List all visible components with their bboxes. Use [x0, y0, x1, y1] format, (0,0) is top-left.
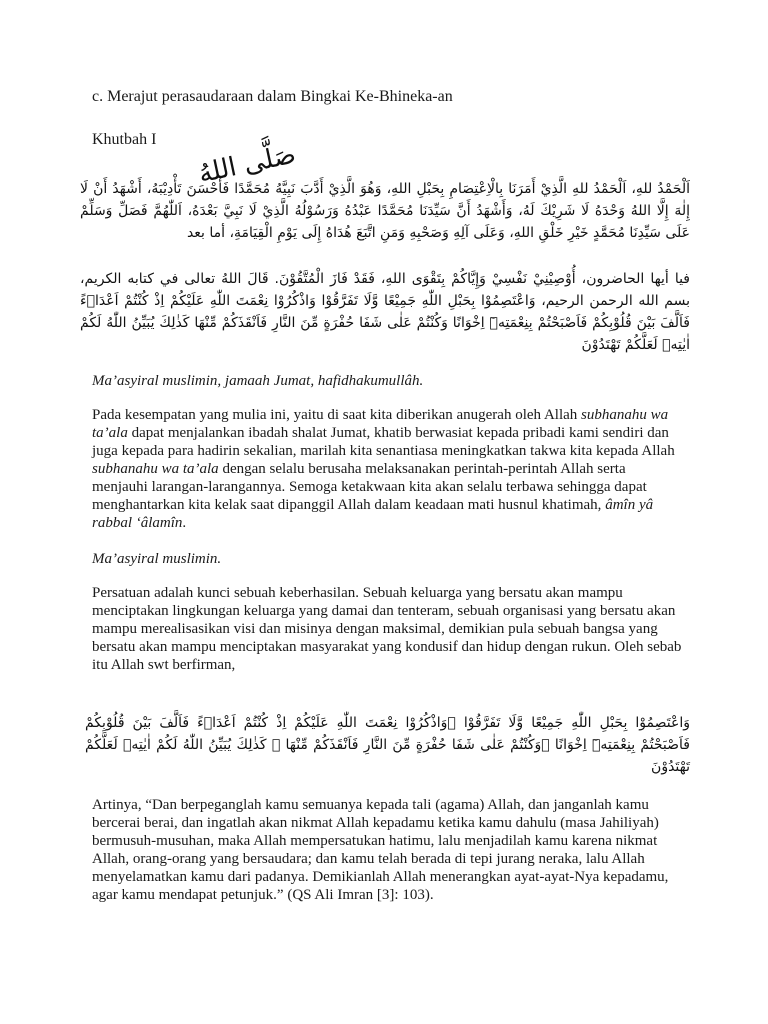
paragraph-1-part-d: subhanahu wa ta’ala [92, 461, 219, 477]
paragraph-1 [92, 406, 682, 532]
paragraph-1-part-a: Pada kesempatan yang mulia ini, yaitu di saat kita diberikan anugerah oleh Allah [92, 407, 582, 423]
arabic-wasiat-text: فيا أيها الحاضرون، أُوْصِيْنِيْ نَفْسِيْ وَإِيَّاكُمْ بِتَقْوَى اللهِ، فَقَدْ فَازَ الْمُتَّقُوْنَ. قَالَ اللهُ تعالى في كتابه الكريم، بسم الله الرحمن الرحيم، وَاعْتَصِمُوْا بِحَبْلِ اللّٰهِ جَمِيْعًا وَّلَا تَفَرَّقُوْا وَاذْكُرُوْا نِعْمَتَ اللّٰهِ عَلَيْكُمْ اِذْ كُنْتُمْ اَعْدَاۤءً فَاَلَّفَ بَيْنَ قُلُوْبِكُمْ فَاَصْبَحْتُمْ بِنِعْمَتِهٖٓ اِخْوَانًا وَكُنْتُمْ عَلٰى شَفَا حُفْرَةٍ مِّنَ النَّارِ فَاَنْقَذَكُمْ مِّنْهَا كَذٰلِكَ يُبَيِّنُ اللّٰهُ لَكُمْ اٰيٰتِهٖ لَعَلَّكُمْ تَهْتَدُوْنَ [80, 271, 690, 353]
arabic-ayat-text: وَاعْتَصِمُوْا بِحَبْلِ اللّٰهِ جَمِيْعًا وَّلَا تَفَرَّقُوْا ۖوَاذْكُرُوْا نِعْمَتَ اللّٰهِ عَلَيْكُمْ اِذْ كُنْتُمْ اَعْدَاۤءً فَاَلَّفَ بَيْنَ قُلُوْبِكُمْ فَاَصْبَحْتُمْ بِنِعْمَتِهٖٓ اِخْوَانًا ۚوَكُنْتُمْ عَلٰى شَفَا حُفْرَةٍ مِّنَ النَّارِ فَاَنْقَذَكُمْ مِّنْهَا ۗ كَذٰلِكَ يُبَيِّنُ اللّٰهُ لَكُمْ اٰيٰتِهٖ لَعَلَّكُمْ تَهْتَدُوْنَ [85, 715, 690, 775]
salutation-1: Ma’asyiral muslimin, jamaah Jumat, hafidhakumullâh. [92, 373, 424, 389]
salutation-2: Ma’asyiral muslimin. [92, 551, 222, 567]
arabic-opening-text: اَلْحَمْدُ للهِ، اَلْحَمْدُ للهِ الَّذِيْ أَمَرَنَا بِالْاِعْتِصَامِ بِحَبْلِ اللهِ، وَهُوَ الَّذِيْ أَدَّبَ نَبِيَّهُ مُحَمَّدًا فَأَحْسَنَ تَأْدِيْبَهُ، أَشْهَدُ أَنْ لَا إِلٰهَ إِلَّا اللهُ وَحْدَهُ لَا شَرِيْكَ لَهُ، وَأَشْهَدُ أَنَّ سَيِّدَنَا مُحَمَّدًا عَبْدُهُ وَرَسُوْلُهُ الَّذِيْ لَا نَبِيَّ بَعْدَهُ، اَللّٰهُمَّ فَصَلِّ وَسَلِّمْ عَلَى سَيِّدِنَا مُحَمَّدٍ خَيْرِ خَلْقِ اللهِ، وَعَلَى آلِهِ وَصَحْبِهِ وَمَنِ اتَّبَعَ هُدَاهُ إِلَى يَوْمِ الْقِيَامَةِ، أما بعد [80, 181, 690, 241]
paragraph-1-part-e: dengan selalu berusaha melaksanakan perintah-perintah Allah serta menjauhi larangan-larangannya. Semoga ketakwaan kita akan selalu terbawa sehingga dapat menghantarkan kita kelak saat dipanggil Allah dalam keadaan mati husnul khatimah, [92, 461, 647, 513]
paragraph-1-part-c: dapat menjalankan ibadah shalat Jumat, khatib berwasiat kepada pribadi kami sendiri dan juga kepada para hadirin sekalian, marilah kita senantiasa meningkatkan takwa kita kepada Allah [92, 425, 675, 459]
paragraph-1-part-g: . [182, 515, 187, 531]
paragraph-1-part-b: subhanahu wa ta’ala [92, 407, 669, 441]
calligraphy-mark: صَلَّى اللهُ [196, 139, 299, 190]
section-heading: Khutbah I [92, 131, 157, 148]
paragraph-1-part-f: âmîn yâ rabbal ‘âlamîn [92, 497, 654, 531]
document-title: c. Merajut perasaudaraan dalam Bingkai Ke-Bhineka-an [92, 88, 453, 105]
translation-paragraph: Artinya, “Dan berpeganglah kamu semuanya kepada tali (agama) Allah, dan janganlah kamu bercerai berai, dan ingatlah akan nikmat Allah kepadamu ketika kamu dahulu (masa Jahiliyah) bermusuh-musuhan, maka Allah mempersatukan hatimu, lalu menjadilah kamu karena nikmat Allah, orang-orang yang bersaudara; dan kamu telah berada di tepi jurang neraka, lalu Allah menyelamatkan kamu dari padanya. Demikianlah Allah menerangkan ayat-ayat-Nya kepadamu, agar kamu mendapat petunjuk.” (QS Ali Imran [3]: 103). [92, 797, 669, 903]
paragraph-2: Persatuan adalah kunci sebuah keberhasilan. Sebuah keluarga yang bersatu akan mampu menciptakan lingkungan keluarga yang damai dan tenteram, sebuah organisasi yang bersatu akan mampu merealisasikan visi dan misinya dengan maksimal, demikian pula sebuah bangsa yang bersatu akan mampu menciptakan masyarakat yang kondusif dan hidup dengan rukun. Oleh sebab itu Allah swt berfirman, [92, 585, 682, 673]
